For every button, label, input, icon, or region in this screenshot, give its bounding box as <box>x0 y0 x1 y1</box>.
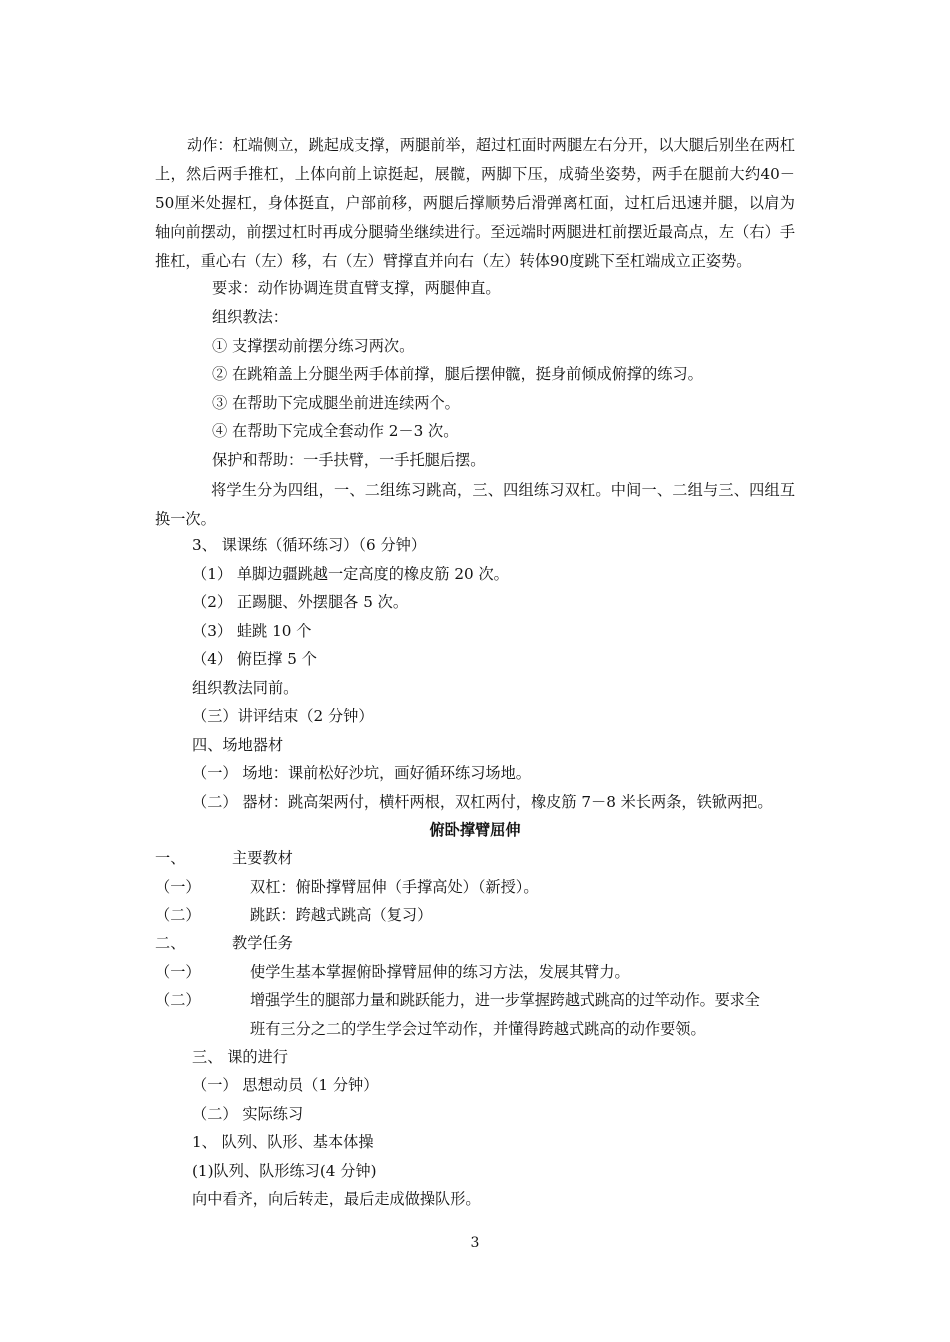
section-2a-text: 使学生基本掌握俯卧撑臂屈伸的练习方法，发展其臂力。 <box>250 963 630 981</box>
requirement-line: 要求：动作协调连贯直臂支撑，两腿伸直。 <box>212 279 501 297</box>
step-2: ② 在跳箱盖上分腿坐两手体前撑，腿后摆伸髋，挺身前倾成俯撑的练习。 <box>212 365 703 383</box>
organization-label: 组织教法： <box>212 308 288 326</box>
section-2b-number: （二） <box>155 991 201 1009</box>
section-1a-text: 双杠：俯卧撑臂屈伸（手撑高处）（新授）。 <box>250 878 539 896</box>
venue-line-2: （二） 器材：跳高架两付，横杆两根，双杠两付，橡皮筋 7－8 米长两条，铁锨两把。 <box>192 793 773 811</box>
circuit-item-1: （1） 单脚边疆跳越一定高度的橡皮筋 20 次。 <box>192 565 509 583</box>
section-3a-line: （一） 思想动员（1 分钟） <box>192 1076 379 1094</box>
circuit-item-4: （4） 俯臣撑 5 个 <box>192 650 317 668</box>
circuit-item-2: （2） 正踢腿、外摆腿各 5 次。 <box>192 593 409 611</box>
venue-heading: 四、场地器材 <box>192 736 284 754</box>
section-2-heading: 教学任务 <box>232 934 293 952</box>
section-2b-text-line-1: 增强学生的腿部力量和跳跃能力，进一步掌握跨越式跳高的过竿动作。要求全 <box>250 991 760 1009</box>
section-3b-line: （二） 实际练习 <box>192 1105 304 1123</box>
venue-line-1: （一） 场地：课前松好沙坑，画好循环练习场地。 <box>192 764 531 782</box>
section-1-heading: 主要教材 <box>232 849 293 867</box>
circuit-heading: 3、 课课练（循环练习）（6 分钟） <box>192 536 427 554</box>
section-3-heading: 三、 课的进行 <box>192 1048 288 1066</box>
step-3: ③ 在帮助下完成腿坐前进连续两个。 <box>212 394 460 412</box>
section-2b-text-line-2: 班有三分之二的学生学会过竿动作，并懂得跨越式跳高的动作要领。 <box>250 1020 706 1038</box>
grouping-paragraph: 将学生分为四组，一、二组练习跳高，三、四组练习双杠。中间一、二组与三、四组互换一次。 <box>155 481 795 528</box>
section-1-number: 一、 <box>155 849 186 867</box>
section-1a-number: （一） <box>155 878 201 896</box>
circuit-item-3: （3） 蛙跳 10 个 <box>192 622 312 640</box>
step-1: ① 支撑摆动前摆分练习两次。 <box>212 337 415 355</box>
section-3-1a-line: (1)队列、队形练习(4 分钟) <box>192 1162 377 1180</box>
section-1b-text: 跳跃：跨越式跳高（复习） <box>250 906 433 924</box>
protection-line: 保护和帮助：一手扶臂，一手托腿后摆。 <box>212 451 486 469</box>
review-end-line: （三）讲评结束（2 分钟） <box>192 707 374 725</box>
section-3-1-line: 1、 队列、队形、基本体操 <box>192 1133 374 1151</box>
section-2a-number: （一） <box>155 963 201 981</box>
section-1b-number: （二） <box>155 906 201 924</box>
section-3-1b-line: 向中看齐，向后转走，最后走成做操队形。 <box>192 1190 481 1208</box>
section-title: 俯卧撑臂屈伸 <box>429 821 521 839</box>
section-2-number: 二、 <box>155 934 186 952</box>
page-number: 3 <box>470 1235 480 1251</box>
step-4: ④ 在帮助下完成全套动作 2－3 次。 <box>212 422 459 440</box>
organization-same-line: 组织教法同前。 <box>192 679 299 697</box>
action-paragraph: 动作：杠端侧立，跳起成支撑，两腿前举，超过杠面时两腿左右分开，以大腿后别坐在两杠上，然后两手推杠，上体向前上谅挺起，展髋，两脚下压，成骑坐姿势，两手在腿前大约40－50厘米处握杠，身体挺直，户部前移，两腿后撑顺势后滑弹离杠面，过杠后迅速并腿，以肩为轴向前摆动，前摆过杠时再成分腿骑坐继续进行。至远端时两腿进杠前摆近最高点，左（右）手推杠，重心右（左）移，右（左）臂撑直并向右（左）转体90度跳下至杠端成立正姿势。 <box>155 136 795 270</box>
